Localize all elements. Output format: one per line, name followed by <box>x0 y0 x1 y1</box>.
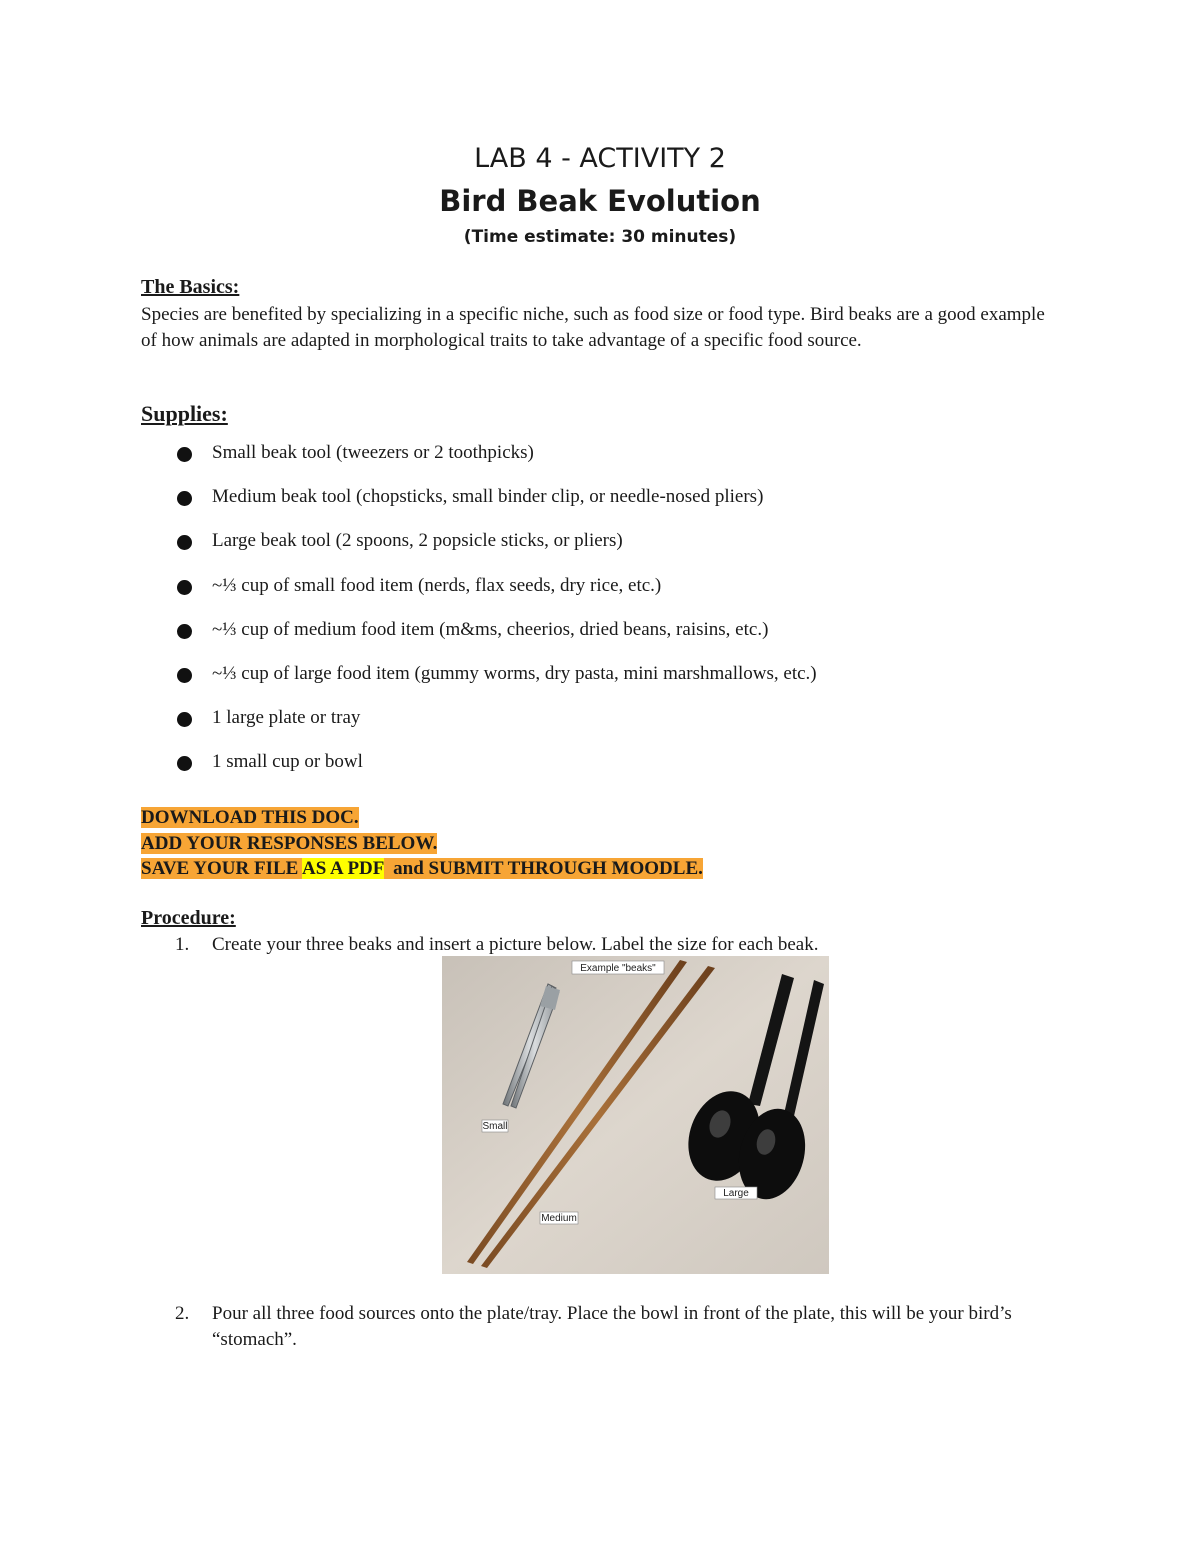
bullet-icon <box>177 756 192 771</box>
bullet-icon <box>177 668 192 683</box>
supply-text: Small beak tool (tweezers or 2 toothpicks) <box>212 442 534 463</box>
list-item <box>141 749 817 793</box>
list-item <box>141 573 817 617</box>
basics-heading: The Basics: <box>141 276 240 298</box>
list-item <box>141 661 817 705</box>
document-title: Bird Beak Evolution <box>439 184 761 218</box>
label-large <box>715 1187 757 1199</box>
bullet-icon <box>177 535 192 550</box>
supply-text: Medium beak tool (chopsticks, small binder clip, or needle-nosed pliers) <box>212 486 764 508</box>
example-beaks-photo <box>442 956 829 1274</box>
notice-line-save-c: and SUBMIT THROUGH MOODLE. <box>383 858 703 879</box>
step-number: 2. <box>175 1303 190 1324</box>
notice-line-save-a: SAVE YOUR FILE <box>141 858 303 879</box>
notice-line-download: DOWNLOAD THIS DOC. <box>141 807 359 828</box>
label-small <box>482 1120 508 1132</box>
step-number: 1. <box>175 934 190 955</box>
lab-label: LAB 4 - ACTIVITY 2 <box>474 143 726 174</box>
bullet-icon <box>177 491 192 506</box>
label-large-text: Large <box>723 1188 749 1199</box>
photo-caption <box>572 961 664 974</box>
notice-line-save-pdf: AS A PDF <box>302 858 384 879</box>
bullet-icon <box>177 624 192 639</box>
supplies-heading: Supplies: <box>141 401 228 426</box>
bullet-icon <box>177 712 192 727</box>
submission-notice <box>141 805 703 882</box>
basics-paragraph: Species are benefited by specializing in a specific niche, such as food size or food type. Bird beaks are a good example of how animals are adapted in morphological traits to take advantage of a specific food source. <box>141 304 1045 351</box>
label-small-text: Small <box>482 1121 508 1132</box>
list-item <box>141 705 817 749</box>
supply-text: ~⅓ cup of medium food item (m&ms, cheerios, dried beans, raisins, etc.) <box>212 618 769 640</box>
bullet-icon <box>177 447 192 462</box>
notice-line-responses: ADD YOUR RESPONSES BELOW. <box>141 832 438 854</box>
list-item <box>141 484 817 528</box>
caption-text: Example "beaks" <box>580 963 656 974</box>
time-estimate: (Time estimate: 30 minutes) <box>463 227 737 247</box>
supply-text: 1 small cup or bowl <box>212 751 363 773</box>
procedure-heading: Procedure: <box>141 907 236 929</box>
list-item <box>141 617 817 661</box>
step-text: Pour all three food sources onto the plate/tray. Place the bowl in front of the plate, this will be your bird’s “stomach”. <box>212 1303 1012 1350</box>
step-text: Create your three beaks and insert a picture below. Label the size for each beak. <box>212 934 819 955</box>
list-item <box>141 440 817 484</box>
supply-text: 1 large plate or tray <box>212 707 361 729</box>
list-item <box>141 528 817 572</box>
supply-text: ~⅓ cup of small food item (nerds, flax seeds, dry rice, etc.) <box>212 574 662 596</box>
label-medium-text: Medium <box>541 1213 577 1224</box>
label-medium <box>540 1212 578 1224</box>
bullet-icon <box>177 580 192 595</box>
supply-text: Large beak tool (2 spoons, 2 popsicle sticks, or pliers) <box>212 530 623 552</box>
supplies-list <box>141 440 817 794</box>
supply-text: ~⅓ cup of large food item (gummy worms, dry pasta, mini marshmallows, etc.) <box>212 662 817 684</box>
